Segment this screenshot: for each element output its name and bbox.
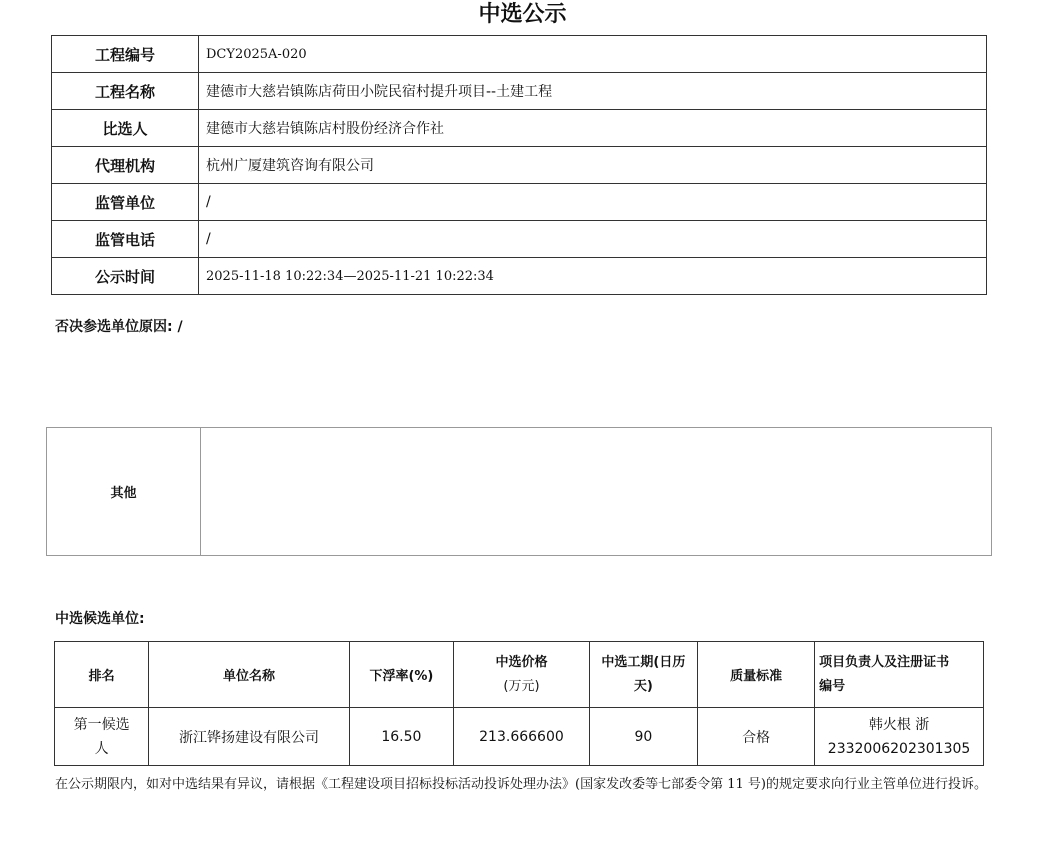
- table-row: [52, 147, 987, 184]
- supervisor-phone-value: /: [199, 221, 987, 258]
- table-header-row: [55, 642, 984, 708]
- table-row: [52, 36, 987, 73]
- cell-rank: [55, 708, 149, 766]
- cell-rank-line2: 人: [94, 740, 109, 757]
- cell-price: 213.666600: [454, 708, 590, 766]
- selector-label: 比选人: [52, 110, 199, 147]
- header-name: 单位名称: [149, 642, 349, 708]
- table-row: [52, 73, 987, 110]
- publicity-period-value: 2025-11-18 10:22:34—2025-11-21 10:22:34: [199, 258, 987, 295]
- candidates-title: 中选候选单位:: [55, 611, 145, 627]
- header-period: [589, 642, 697, 708]
- cell-period: 90: [589, 708, 697, 766]
- agency-value: 杭州广厦建筑咨询有限公司: [199, 147, 987, 184]
- cell-quality: 合格: [698, 708, 815, 766]
- reject-reason: [55, 316, 183, 336]
- header-price-line2: (万元): [503, 678, 540, 694]
- reject-reason-value: /: [177, 319, 183, 335]
- cell-rate: 16.50: [349, 708, 453, 766]
- cell-rank-line1: 第一候选: [73, 716, 130, 733]
- header-rank: 排名: [55, 642, 149, 708]
- table-row: [52, 221, 987, 258]
- other-table: [46, 427, 992, 556]
- header-manager: [815, 642, 984, 708]
- supervisor-phone-label: 监管电话: [52, 221, 199, 258]
- publicity-period-label: 公示时间: [52, 258, 199, 295]
- project-number-value: DCY2025A-020: [199, 36, 987, 73]
- other-label: 其他: [47, 428, 201, 556]
- cell-manager-line1: 韩火根 浙: [868, 716, 930, 733]
- table-row: [55, 708, 984, 766]
- project-name-label: 工程名称: [52, 73, 199, 110]
- cell-manager: [815, 708, 984, 766]
- cell-manager-line2: 2332006202301305: [827, 740, 971, 757]
- agency-label: 代理机构: [52, 147, 199, 184]
- supervisor-value: /: [199, 184, 987, 221]
- table-row: [52, 258, 987, 295]
- project-name-value: 建德市大慈岩镇陈店荷田小院民宿村提升项目--土建工程: [199, 73, 987, 110]
- table-row: [47, 428, 992, 556]
- header-rate: 下浮率(%): [349, 642, 453, 708]
- candidates-table: [54, 641, 984, 766]
- cell-name: 浙江铧扬建设有限公司: [149, 708, 349, 766]
- reject-reason-label: 否决参选单位原因:: [55, 319, 173, 335]
- header-manager-line2: 编号: [819, 678, 846, 694]
- complaint-notice: 在公示期限内，如对中选结果有异议，请根据《工程建设项目招标投标活动投诉处理办法》(国家发改委等七部委令第 11 号)的规定要求向行业主管单位进行投诉。: [55, 777, 987, 792]
- table-row: [52, 110, 987, 147]
- header-period-line1: 中选工期(日历: [601, 654, 686, 670]
- page-title: 中选公示: [478, 2, 567, 27]
- header-price: [454, 642, 590, 708]
- table-row: [52, 184, 987, 221]
- project-info-table: [51, 35, 987, 295]
- supervisor-label: 监管单位: [52, 184, 199, 221]
- header-quality: 质量标准: [698, 642, 815, 708]
- other-value: [201, 428, 992, 556]
- project-number-label: 工程编号: [52, 36, 199, 73]
- header-period-line2: 天): [633, 678, 653, 694]
- header-price-line1: 中选价格: [495, 654, 548, 670]
- header-manager-line1: 项目负责人及注册证书: [819, 654, 950, 670]
- selector-value: 建德市大慈岩镇陈店村股份经济合作社: [199, 110, 987, 147]
